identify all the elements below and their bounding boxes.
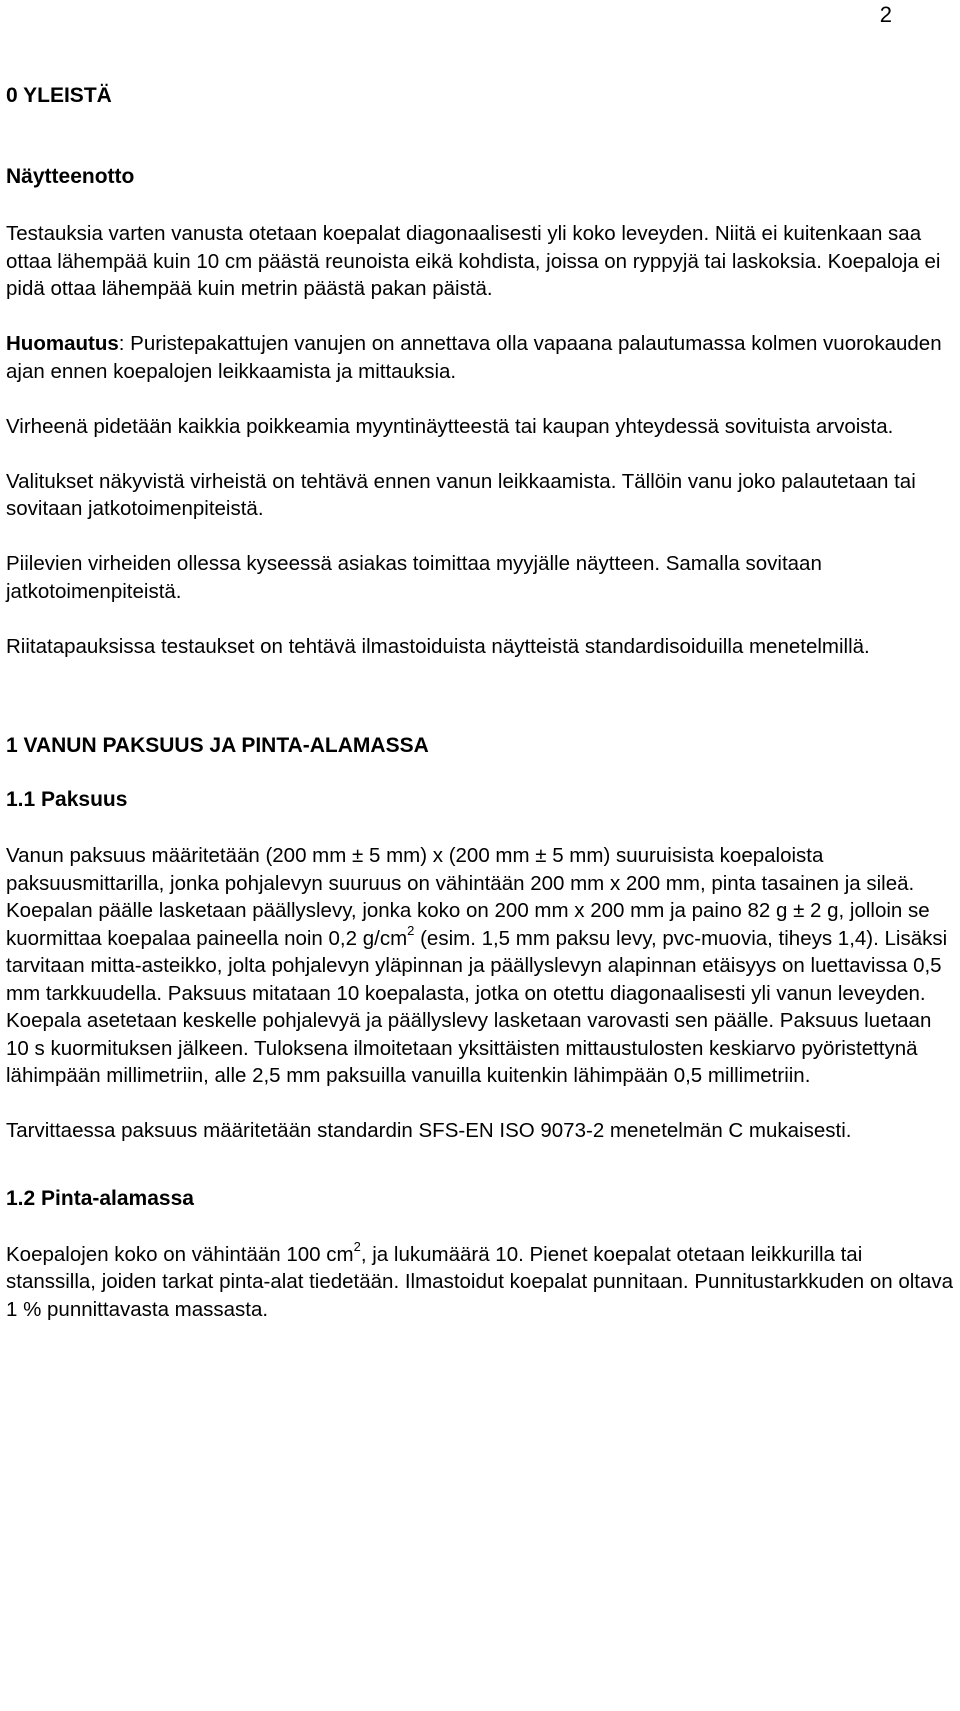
hidden-defects-paragraph: Piilevien virheiden ollessa kyseessä asiakas toimittaa myyjälle näytteen. Samalla sovitaan jatkotoimenpiteistä. <box>6 552 822 603</box>
section-1-heading: 1 VANUN PAKSUUS JA PINTA-ALAMASSA <box>6 734 429 757</box>
thickness-text-2: (esim. 1,5 mm paksu levy, pvc-muovia, tiheys 1,4). Lisäksi tarvitaan mitta-asteikko, jolta pohjalevyn yläpinnan ja päällyslevyn alapinnan etäisyys on luettavissa 0,5 mm tarkkuudella. Paksuus mitataan 10 koepalasta, jotka on otettu diagonaalisesti yli vanun leveyden. Koepala asetetaan keskelle pohjalevyä ja päällyslevy lasketaan varovasti sen päälle. Paksuus luetaan 10 s kuormituksen jälkeen. Tuloksena ilmoitetaan yksittäisten mittaustulosten keskiarvo pyöristettynä lähimpään millimetriin, alle 2,5 mm paksuilla vanuilla kuitenkin lähimpään 0,5 millimetriin. <box>6 926 948 1087</box>
area-mass-superscript: 2 <box>353 1238 361 1254</box>
area-mass-paragraph <box>6 1238 956 1324</box>
sampling-paragraph: Testauksia varten vanusta otetaan koepalat diagonaalisesti yli koko leveyden. Niitä ei kuitenkaan saa ottaa lähempää kuin 10 cm päästä reunoista eikä kohdista, joissa on ryppyjä tai laskoksia. Koepaloja ei pidä ottaa lähempää kuin metrin päästä pakan päistä. <box>6 222 941 300</box>
area-mass-text-1: Koepalojen koko on vähintään 100 cm <box>6 1242 354 1266</box>
area-mass-heading: 1.2 Pinta-alamassa <box>6 1186 194 1210</box>
thickness-heading: 1.1 Paksuus <box>6 788 128 811</box>
thickness-paragraph <box>6 842 956 1090</box>
document-body <box>6 84 956 1323</box>
note-text: : Puristepakattujen vanujen on annettava olla vapaana palautumassa kolmen vuorokauden ajan ennen koepalojen leikkaamista ja mittauksia. <box>6 332 942 383</box>
sampling-heading: Näytteenotto <box>6 165 135 188</box>
defects-paragraph: Virheenä pidetään kaikkia poikkeamia myyntinäytteestä tai kaupan yhteydessä sovituista arvoista. <box>6 414 894 438</box>
disputes-paragraph: Riitatapauksissa testaukset on tehtävä ilmastoiduista näytteistä standardisoiduilla menetelmillä. <box>6 634 870 658</box>
area-mass-text-2: , ja lukumäärä 10. Pienet koepalat otetaan leikkurilla tai stanssilla, joiden tarkat pinta-alat tiedetään. Ilmastoidut koepalat punnitaan. Punnitustarkkuden on oltava 1 % punnittavasta massasta. <box>6 1242 954 1321</box>
complaints-paragraph: Valitukset näkyvistä virheistä on tehtävä ennen vanun leikkaamista. Tällöin vanu joko palautetaan tai sovitaan jatkotoimenpiteistä. <box>6 469 916 520</box>
note-paragraph <box>6 330 956 385</box>
thickness-standard-paragraph: Tarvittaessa paksuus määritetään standardin SFS-EN ISO 9073-2 menetelmän C mukaisesti. <box>6 1119 852 1142</box>
thickness-superscript: 2 <box>407 922 415 938</box>
thickness-text-1: Vanun paksuus määritetään (200 mm ± 5 mm) x (200 mm ± 5 mm) suuruisista koepaloista paksuusmittarilla, jonka pohjalevyn suuruus on vähintään 200 mm x 200 mm, pinta tasainen ja sileä. Koepalan päälle lasketaan päällyslevy, jonka koko on 200 mm x 200 mm ja paino 82 g ± 2 g, jolloin se kuormittaa koepalaa paineella noin 0,2 g/cm <box>6 844 930 950</box>
note-label: Huomautus <box>6 332 119 355</box>
page-number: 2 <box>879 2 892 27</box>
section-0-heading: 0 YLEISTÄ <box>6 84 112 107</box>
